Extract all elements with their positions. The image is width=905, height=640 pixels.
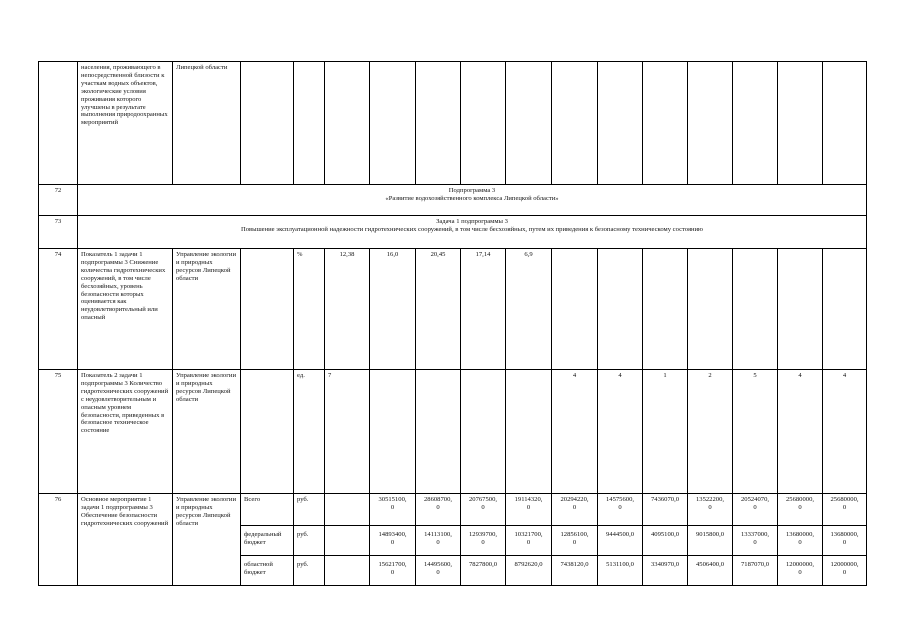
row-number: 76: [39, 494, 78, 586]
activity-name: Основное мероприятие 1 задачи 1 подпрограммы 3 Обеспечение безопасности гидротехнических сооружений: [78, 494, 173, 586]
table-row: [39, 185, 867, 216]
value-cell: 10321700, 0: [506, 526, 552, 556]
value-cell: 8792620,0: [506, 556, 552, 586]
value-cell: 12856100, 0: [552, 526, 598, 556]
executor: Управление экологии и природных ресурсов Липецкой области: [173, 370, 241, 494]
value-cell: 14495600, 0: [416, 556, 461, 586]
value-cell: 15621700, 0: [370, 556, 416, 586]
table-row: [39, 249, 867, 370]
value-cell: 1: [643, 370, 688, 494]
value-cell: 4506400,0: [688, 556, 733, 586]
unit: ед.: [294, 370, 325, 494]
value-cell: 13680000, 0: [778, 526, 823, 556]
value-cell: 3340970,0: [643, 556, 688, 586]
value-cell: 9015800,0: [688, 526, 733, 556]
value-cell: 17,14: [461, 249, 506, 370]
task-name: Повышение эксплуатационной надежности гидротехнических сооружений, в том числе бесхозяйных, путем их приведения к безопасному техническому состоянию: [241, 225, 703, 233]
value-cell: [325, 526, 370, 556]
funding-source: областной бюджет: [241, 556, 294, 586]
value-cell: [325, 494, 370, 526]
funding-source: федеральный бюджет: [241, 526, 294, 556]
executor: Управление экологии и природных ресурсов Липецкой области: [173, 249, 241, 370]
unit: руб.: [294, 556, 325, 586]
value-cell: 4095100,0: [643, 526, 688, 556]
value-cell: [823, 249, 867, 370]
value-cell: 28608700, 0: [416, 494, 461, 526]
value-cell: [778, 249, 823, 370]
unit: руб.: [294, 494, 325, 526]
value-cell: 7: [325, 370, 370, 494]
table-row: [39, 370, 867, 494]
task-title: Задача 1 подпрограммы 3: [436, 218, 508, 225]
value-cell: 4: [778, 370, 823, 494]
funding-source: Всего: [241, 494, 294, 526]
document-table: [38, 61, 867, 586]
table-row: [39, 216, 867, 249]
value-cell: 12,38: [325, 249, 370, 370]
value-cell: [325, 556, 370, 586]
value-cell: 12939700, 0: [461, 526, 506, 556]
value-cell: 7438120,0: [552, 556, 598, 586]
subprogram-title: Подпрограмма 3: [448, 187, 496, 194]
value-cell: 7187070,0: [733, 556, 778, 586]
value-cell: 7827800,0: [461, 556, 506, 586]
unit: руб.: [294, 526, 325, 556]
value-cell: [416, 370, 461, 494]
task-heading: [78, 216, 867, 249]
value-cell: 4: [823, 370, 867, 494]
value-cell: [461, 370, 506, 494]
indicator-name: населения, проживающего в непосредственной близости к участкам водных объектов, экологические условия проживания которого улучшены в результате выполнения природоохранных мероприятий: [78, 62, 173, 185]
row-number: 73: [39, 216, 78, 249]
executor: Управление экологии и природных ресурсов Липецкой области: [173, 494, 241, 586]
value-cell: 13680000, 0: [823, 526, 867, 556]
value-cell: 13522200, 0: [688, 494, 733, 526]
value-cell: 14575600, 0: [598, 494, 643, 526]
indicator-name: Показатель 2 задачи 1 подпрограммы 3 Количество гидротехнических сооружений с неудовлетворительным и опасным уровнем безопасности, приведенных в безопасное техническое состояние: [78, 370, 173, 494]
value-cell: 16,0: [370, 249, 416, 370]
value-cell: 6,9: [506, 249, 552, 370]
table-row: [39, 62, 867, 185]
value-cell: 25680000, 0: [778, 494, 823, 526]
indicator-name: Показатель 1 задачи 1 подпрограммы 3 Снижение количества гидротехнических сооружений, в том числе бесхозяйных, уровень безопасности которых оценивается как неудовлетворительный или опасный: [78, 249, 173, 370]
subprogram-name: «Развитие водохозяйственного комплекса Липецкой области»: [385, 194, 559, 202]
value-cell: 12000000, 0: [778, 556, 823, 586]
value-cell: [506, 370, 552, 494]
value-cell: 7436070,0: [643, 494, 688, 526]
table-row: [39, 494, 867, 526]
value-cell: 20524070, 0: [733, 494, 778, 526]
value-cell: [598, 249, 643, 370]
row-number: 74: [39, 249, 78, 370]
value-cell: 20767500, 0: [461, 494, 506, 526]
value-cell: [370, 370, 416, 494]
value-cell: 9444500,0: [598, 526, 643, 556]
value-cell: 12000000, 0: [823, 556, 867, 586]
row-number: 72: [39, 185, 78, 216]
value-cell: 14113100, 0: [416, 526, 461, 556]
value-cell: 5: [733, 370, 778, 494]
value-cell: [688, 249, 733, 370]
unit: %: [294, 249, 325, 370]
subprogram-heading: [78, 185, 867, 216]
value-cell: [733, 249, 778, 370]
value-cell: 14893400, 0: [370, 526, 416, 556]
value-cell: 4: [598, 370, 643, 494]
row-number: 75: [39, 370, 78, 494]
value-cell: 30515100, 0: [370, 494, 416, 526]
value-cell: 4: [552, 370, 598, 494]
value-cell: 2: [688, 370, 733, 494]
value-cell: 19114320, 0: [506, 494, 552, 526]
value-cell: 5131100,0: [598, 556, 643, 586]
value-cell: 13337000, 0: [733, 526, 778, 556]
value-cell: [643, 249, 688, 370]
value-cell: 20294220, 0: [552, 494, 598, 526]
executor: Липецкой области: [173, 62, 241, 185]
value-cell: 25680000, 0: [823, 494, 867, 526]
value-cell: 20,45: [416, 249, 461, 370]
value-cell: [552, 249, 598, 370]
